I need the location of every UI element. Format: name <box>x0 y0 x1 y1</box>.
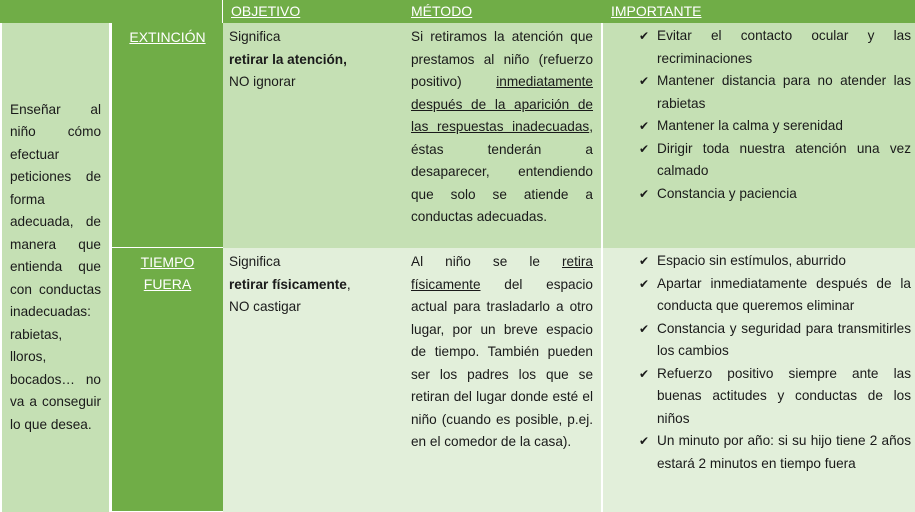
significado-tiempo-fuera <box>223 248 403 512</box>
list-item-text: Espacio sin estímulos, aburrido <box>657 253 846 268</box>
check-mark-icon: ✔ <box>639 276 650 291</box>
list-item <box>607 363 911 431</box>
significado-bold: retirar físicamente <box>229 276 347 292</box>
significado-bold: retirar la atención, <box>229 51 347 67</box>
metodo-extincion <box>403 23 603 248</box>
check-mark-icon: ✔ <box>639 366 650 381</box>
header-empty-2 <box>112 0 223 23</box>
list-item-text: Constancia y paciencia <box>657 185 797 201</box>
metodo-text-pre: Si retiramos la atención que prestamos al niño (refuerzo positivo) <box>411 29 593 89</box>
check-mark-icon: ✔ <box>639 186 650 201</box>
list-item-text: Dirigir toda nuestra atención una vez calmado <box>657 140 911 178</box>
list-item-text: Evitar el contacto ocular y las recriminaciones <box>657 28 911 66</box>
significado-pre: Significa <box>229 254 281 269</box>
list-item-text: Apartar inmediatamente después de la conducta que queremos eliminar <box>657 275 911 313</box>
check-mark-icon: ✔ <box>639 434 650 448</box>
significado-post: NO castigar <box>229 299 301 314</box>
list-item <box>607 273 911 318</box>
significado-extincion <box>223 23 403 248</box>
metodo-text-post: del espacio actual para trasladarlo a otro lugar, por un breve espacio de tiempo. También pueden ser los padres los que se retiran del lugar donde esté el niño (cuando es posible, p.ej. en el comedor de la casa). <box>411 276 593 449</box>
importante-list <box>607 25 911 205</box>
objetivo-cell <box>0 23 112 512</box>
row-label-extincion: EXTINCIÓN <box>112 23 223 248</box>
list-item-text: Refuerzo positivo siempre ante las buenas actitudes y conductas de los niños <box>657 365 911 426</box>
check-mark-icon: ✔ <box>639 119 650 133</box>
list-item <box>607 183 911 206</box>
importante-extincion <box>603 23 915 248</box>
header-metodo: MÉTODO <box>403 0 603 23</box>
importante-list <box>607 250 911 475</box>
list-item <box>607 25 911 70</box>
list-item <box>607 430 911 475</box>
metodo-text-underlined: retira físicamente <box>411 254 593 292</box>
significado-mid: , <box>346 276 351 292</box>
header-importante: IMPORTANTE <box>603 0 915 23</box>
list-item-text: Constancia y seguridad para transmitirles los cambios <box>657 320 911 358</box>
check-mark-icon: ✔ <box>639 29 650 43</box>
list-item <box>607 70 911 115</box>
header-empty-1 <box>0 0 112 23</box>
metodo-text-post: , éstas tenderán a desaparecer, entendiendo que solo se atiende a conductas adecuadas. <box>411 119 593 224</box>
significado-pre: Significa <box>229 29 281 44</box>
header-objetivo: OBJETIVO <box>223 0 403 23</box>
list-item <box>607 138 911 183</box>
list-item-text: Un minuto por año: si su hijo tiene 2 años estará 2 minutos en tiempo fuera <box>657 433 911 471</box>
check-mark-icon: ✔ <box>639 321 650 336</box>
objetivo-text: Enseñar al niño cómo efectuar peticiones de forma adecuada, de manera que entienda que con conductas inadecuadas: rabietas, lloros, bocados… no va a conseguir lo que desea. <box>10 101 101 432</box>
significado-post: NO ignorar <box>229 74 296 89</box>
list-item <box>607 115 911 138</box>
list-item-text: Mantener la calma y serenidad <box>657 118 843 133</box>
check-mark-icon: ✔ <box>639 254 650 268</box>
list-item <box>607 250 911 273</box>
check-mark-icon: ✔ <box>639 141 650 156</box>
row-label-tiempo-fuera: TIEMPO FUERA <box>112 248 223 512</box>
importante-tiempo-fuera <box>603 248 915 512</box>
metodo-text-underlined: inmediatamente después de la aparición de las respuestas inadecuadas <box>411 74 593 134</box>
check-mark-icon: ✔ <box>639 74 650 88</box>
metodo-tiempo-fuera <box>403 248 603 512</box>
metodo-text-pre: Al niño se le <box>411 254 563 269</box>
list-item <box>607 318 911 363</box>
list-item-text: Mantener distancia para no atender las rabietas <box>657 73 911 111</box>
